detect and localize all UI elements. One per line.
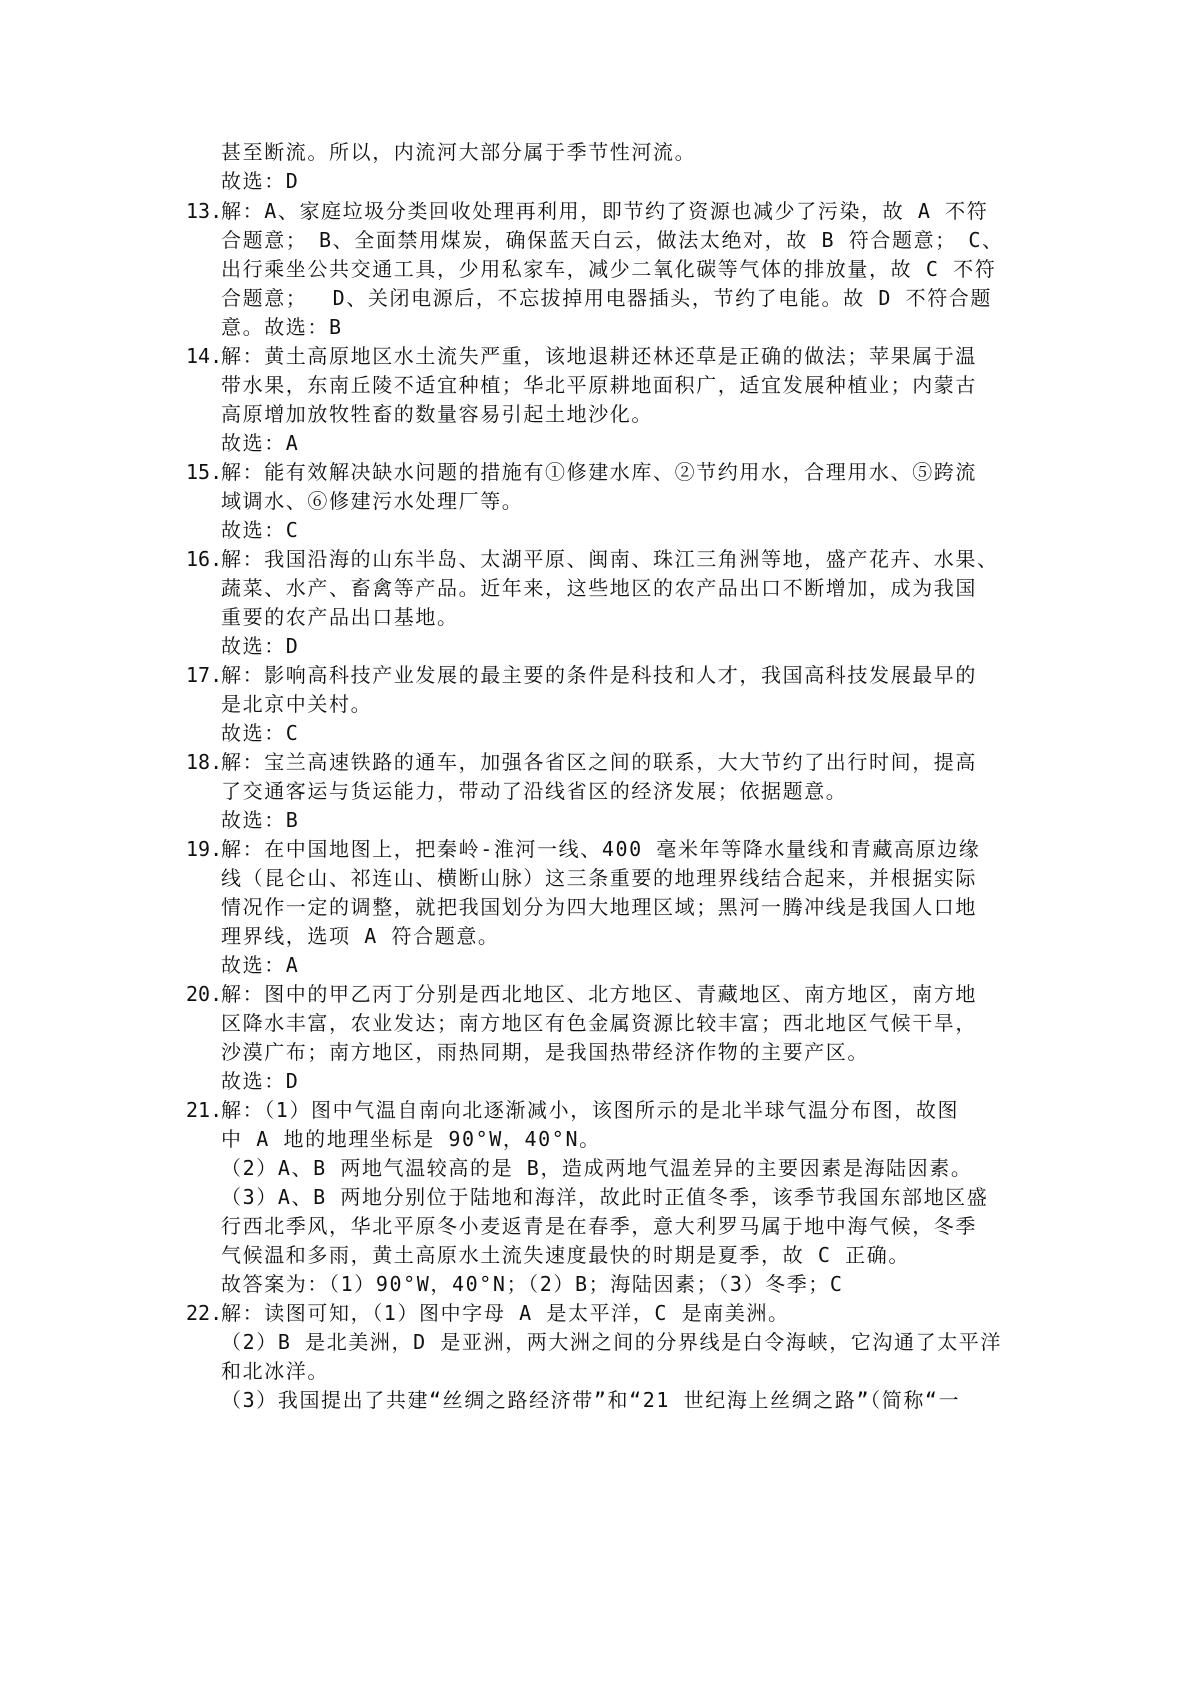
text-line: （3）我国提出了共建“丝绸之路经济带”和“21 世纪海上丝绸之路”（简称“一 (221, 1388, 961, 1412)
text-line: 故选：C (221, 721, 300, 745)
text-line: 意。故选：B (221, 315, 343, 339)
text-line: 和北冰洋。 (221, 1359, 329, 1383)
text-line: （3）A、B 两地分别位于陆地和海洋，故此时正值冬季，该季节我国东部地区盛 (221, 1185, 989, 1209)
text-line: 线（昆仑山、祁连山、横断山脉）这三条重要的地理界线结合起来，并根据实际 (221, 866, 977, 890)
text-line: 重要的农产品出口基地。 (221, 605, 459, 629)
question-number: 20. (186, 982, 223, 1006)
text-line: 气候温和多雨，黄土高原水土流失速度最快的时期是夏季，故 C 正确。 (221, 1243, 910, 1267)
text-line: 蔬菜、水产、畜禽等产品。近年来，这些地区的农产品出口不断增加，成为我国 (221, 576, 977, 600)
text-line: 故答案为：（1）90°W，40°N；（2）B；海陆因素；（3）冬季；C (221, 1272, 844, 1296)
text-line: 解：影响高科技产业发展的最主要的条件是科技和人才，我国高科技发展最早的 (221, 663, 977, 687)
text-line: （2）A、B 两地气温较高的是 B，造成两地气温差异的主要因素是海陆因素。 (221, 1156, 973, 1180)
text-line: 理界线，选项 A 符合题意。 (221, 924, 500, 948)
question-number: 18. (186, 750, 223, 774)
text-line: 故选：C (221, 518, 300, 542)
text-line: 解：黄土高原地区水土流失严重，该地退耕还林还草是正确的做法；苹果属于温 (221, 344, 977, 368)
text-line: 中 A 地的地理坐标是 90°W，40°N。 (221, 1127, 601, 1151)
text-line: 了交通客运与货运能力，带动了沿线省区的经济发展；依据题意。 (221, 779, 848, 803)
text-line: 甚至断流。所以，内流河大部分属于季节性河流。 (221, 140, 697, 164)
text-line: 出行乘坐公共交通工具，少用私家车，减少二氧化碳等气体的排放量，故 C 不符 (221, 257, 997, 281)
text-line: 解：能有效解决缺水问题的措施有①修建水库、②节约用水，合理用水、⑤跨流 (221, 460, 977, 484)
question-number: 17. (186, 663, 223, 687)
question-number: 14. (186, 344, 223, 368)
text-line: 解：图中的甲乙丙丁分别是西北地区、北方地区、青藏地区、南方地区，南方地 (221, 982, 977, 1006)
text-line: 故选：D (221, 634, 300, 658)
text-line: 故选：B (221, 808, 300, 832)
text-line: 行西北季风，华北平原冬小麦返青是在春季，意大利罗马属于地中海气候，冬季 (221, 1214, 977, 1238)
text-line: 区降水丰富，农业发达；南方地区有色金属资源比较丰富；西北地区气候干旱， (221, 1011, 977, 1035)
text-line: 解：A、家庭垃圾分类回收处理再利用，即节约了资源也减少了污染，故 A 不符 (221, 199, 989, 223)
question-number: 13. (186, 199, 223, 223)
text-line: 解：宝兰高速铁路的通车，加强各省区之间的联系，大大节约了出行时间，提高 (221, 750, 977, 774)
text-line: 故选：A (221, 953, 300, 977)
question-number: 21. (186, 1098, 223, 1122)
text-line: 是北京中关村。 (221, 692, 373, 716)
text-line: 解：读图可知，（1）图中字母 A 是太平洋，C 是南美洲。 (221, 1301, 790, 1325)
text-line: 域调水、⑥修建污水处理厂等。 (221, 489, 524, 513)
text-line: 情况作一定的调整，就把我国划分为四大地理区域；黑河一腾冲线是我国人口地 (221, 895, 977, 919)
text-line: 合题意； D、关闭电源后，不忘拔掉用电器插头，节约了电能。故 D 不符合题 (221, 286, 993, 310)
text-line: （2）B 是北美洲，D 是亚洲，两大洲之间的分界线是白令海峡，它沟通了太平洋 (221, 1330, 1003, 1354)
question-number: 22. (186, 1301, 223, 1325)
text-line: 解：我国沿海的山东半岛、太湖平原、闽南、珠江三角洲等地，盛产花卉、水果、 (221, 547, 999, 571)
text-line: 解：在中国地图上，把秦岭-淮河一线、400 毫米年等降水量线和青藏高原边缘 (221, 837, 981, 861)
question-number: 16. (186, 547, 223, 571)
question-number: 19. (186, 837, 223, 861)
text-line: 高原增加放牧牲畜的数量容易引起土地沙化。 (221, 402, 653, 426)
text-line: 故选：D (221, 1069, 300, 1093)
question-number: 15. (186, 460, 223, 484)
text-line: 故选：D (221, 169, 300, 193)
text-line: 解：（1）图中气温自南向北逐渐减小，该图所示的是北半球气温分布图，故图 (221, 1098, 960, 1122)
text-line: 合题意； B、全面禁用煤炭，确保蓝天白云，做法太绝对，故 B 符合题意； C、 (221, 228, 1004, 252)
text-line: 故选：A (221, 431, 300, 455)
text-line: 带水果，东南丘陵不适宜种植；华北平原耕地面积广，适宜发展种植业；内蒙古 (221, 373, 977, 397)
text-line: 沙漠广布；南方地区，雨热同期，是我国热带经济作物的主要产区。 (221, 1040, 869, 1064)
